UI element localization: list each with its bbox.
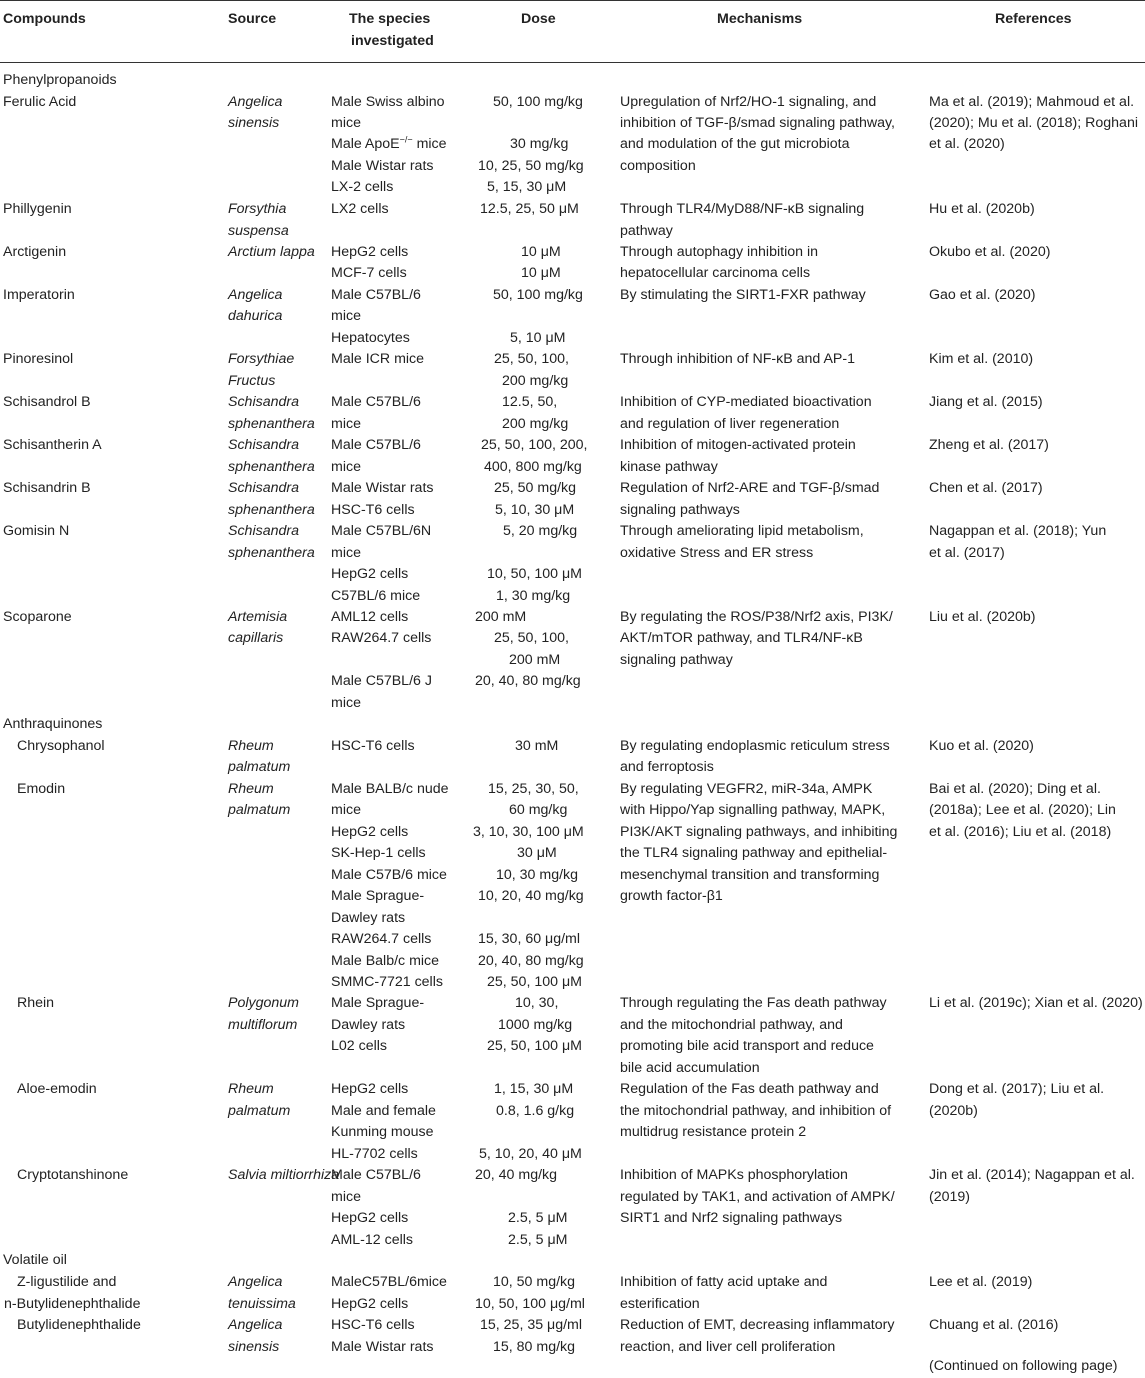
compound-cell: Aloe-emodin bbox=[17, 1081, 97, 1097]
species-cell: RAW264.7 cells bbox=[331, 630, 432, 646]
dose-cell: 20, 40, 80 mg/kg bbox=[478, 953, 584, 969]
dose-cell: 5, 10, 30 μM bbox=[495, 502, 575, 518]
dose-cell: 15, 80 mg/kg bbox=[493, 1339, 576, 1355]
source-cell: dahurica bbox=[228, 308, 283, 324]
dose-cell: 20, 40 mg/kg bbox=[475, 1167, 558, 1183]
species-cell: Male C57BL/6 bbox=[331, 437, 421, 453]
mechanism-cell: Regulation of Nrf2-ARE and TGF-β/smad bbox=[620, 480, 880, 496]
dose-cell: 200 mM bbox=[475, 609, 527, 625]
compound-cell: Pinoresinol bbox=[3, 351, 74, 367]
dose-cell: 25, 50 mg/kg bbox=[494, 480, 577, 496]
compound-cell: n-Butylidenephthalide bbox=[4, 1296, 141, 1312]
species-cell: AML-12 cells bbox=[331, 1232, 414, 1248]
species-cell: HepG2 cells bbox=[331, 1296, 409, 1312]
dose-cell: 25, 50, 100 μM bbox=[487, 974, 582, 990]
dose-cell: 200 mg/kg bbox=[502, 373, 569, 389]
species-cell: MaleC57BL/6mice bbox=[331, 1274, 447, 1290]
source-cell: Schisandra bbox=[228, 523, 299, 539]
source-cell: sphenanthera bbox=[228, 545, 315, 561]
mechanism-cell: PI3K/AKT signaling pathways, and inhibiting bbox=[620, 824, 898, 840]
mechanism-cell: oxidative Stress and ER stress bbox=[620, 545, 814, 561]
dose-cell: 2.5, 5 μM bbox=[508, 1232, 568, 1248]
species-cell: LX2 cells bbox=[331, 201, 389, 217]
mechanism-cell: signaling pathways bbox=[620, 502, 740, 518]
species-cell: mice bbox=[331, 802, 361, 818]
mechanism-cell: SIRT1 and Nrf2 signaling pathways bbox=[620, 1210, 843, 1226]
source-cell: tenuissima bbox=[228, 1296, 296, 1312]
dose-cell: 10, 50, 100 μg/ml bbox=[475, 1296, 585, 1312]
source-cell: palmatum bbox=[228, 1103, 291, 1119]
mechanism-cell: the mitochondrial pathway, and inhibition of bbox=[620, 1103, 892, 1119]
section-label: Volatile oil bbox=[3, 1252, 67, 1268]
species-cell: Male Sprague- bbox=[331, 888, 425, 904]
species-cell: HSC-T6 cells bbox=[331, 738, 415, 754]
species-cell: Male Wistar rats bbox=[331, 1339, 434, 1355]
mechanism-cell: kinase pathway bbox=[620, 459, 718, 475]
dose-cell: 30 mM bbox=[515, 738, 559, 754]
dose-cell: 30 μM bbox=[517, 845, 557, 861]
reference-cell: Lee et al. (2019) bbox=[929, 1274, 1033, 1290]
mechanism-cell: promoting bile acid transport and reduce bbox=[620, 1038, 874, 1054]
species-cell: HepG2 cells bbox=[331, 244, 409, 260]
mechanism-cell: Through autophagy inhibition in bbox=[620, 244, 818, 260]
species-cell: RAW264.7 cells bbox=[331, 931, 432, 947]
reference-cell: Kim et al. (2010) bbox=[929, 351, 1034, 367]
dose-cell: 25, 50, 100 μM bbox=[487, 1038, 582, 1054]
mechanism-cell: regulated by TAK1, and activation of AMPK/ bbox=[620, 1189, 895, 1205]
source-cell: Rheum bbox=[228, 781, 274, 797]
header-source: Source bbox=[228, 11, 277, 27]
reference-cell: et al. (2016); Liu et al. (2018) bbox=[929, 824, 1112, 840]
reference-cell: Chuang et al. (2016) bbox=[929, 1317, 1059, 1333]
dose-cell: 3, 10, 30, 100 μM bbox=[473, 824, 584, 840]
reference-cell: Liu et al. (2020b) bbox=[929, 609, 1036, 625]
mechanism-cell: Inhibition of mitogen-activated protein bbox=[620, 437, 856, 453]
source-cell: Schisandra bbox=[228, 480, 299, 496]
species-cell: AML12 cells bbox=[331, 609, 409, 625]
dose-cell: 50, 100 mg/kg bbox=[493, 94, 583, 110]
source-cell: Salvia miltiorrhiza bbox=[228, 1167, 340, 1183]
mechanism-cell: composition bbox=[620, 158, 696, 174]
compound-cell: Schisantherin A bbox=[3, 437, 102, 453]
header-species-1: The species bbox=[349, 11, 431, 27]
compound-cell: Phillygenin bbox=[3, 201, 72, 217]
source-cell: capillaris bbox=[228, 630, 284, 646]
source-cell: sphenanthera bbox=[228, 502, 315, 518]
dose-cell: 25, 50, 100, bbox=[494, 630, 569, 646]
species-cell: HepG2 cells bbox=[331, 1081, 409, 1097]
mechanism-cell: Through ameliorating lipid metabolism, bbox=[620, 523, 864, 539]
species-cell: Male C57BL/6 bbox=[331, 287, 421, 303]
dose-cell: 15, 30, 60 μg/ml bbox=[478, 931, 581, 947]
mechanism-cell: the TLR4 signaling pathway and epithelial- bbox=[620, 845, 888, 861]
header-compounds: Compounds bbox=[3, 11, 86, 27]
reference-cell: et al. (2017) bbox=[929, 545, 1005, 561]
species-cell: Male C57B/6 mice bbox=[331, 867, 447, 883]
dose-cell: 0.8, 1.6 g/kg bbox=[496, 1103, 575, 1119]
species-cell: Male C57BL/6 bbox=[331, 1167, 421, 1183]
species-cell: SMMC-7721 cells bbox=[331, 974, 443, 990]
mechanism-cell: By regulating the ROS/P38/Nrf2 axis, PI3K/ bbox=[620, 609, 893, 625]
source-cell: Angelica bbox=[228, 287, 283, 303]
dose-cell: 10, 30, bbox=[515, 995, 559, 1011]
species-cell: Male BALB/c nude bbox=[331, 781, 449, 797]
source-cell: Angelica bbox=[228, 1317, 283, 1333]
source-cell: palmatum bbox=[228, 802, 291, 818]
species-cell: Male Balb/c mice bbox=[331, 953, 440, 969]
compound-cell: Gomisin N bbox=[3, 523, 70, 539]
reference-cell: (2020b) bbox=[929, 1103, 978, 1119]
species-cell: Male C57BL/6N bbox=[331, 523, 432, 539]
dose-cell: 1, 30 mg/kg bbox=[496, 588, 571, 604]
mechanism-cell: Upregulation of Nrf2/HO-1 signaling, and bbox=[620, 94, 877, 110]
species-cell: Male Wistar rats bbox=[331, 158, 434, 174]
dose-cell: 15, 25, 35 μg/ml bbox=[480, 1317, 583, 1333]
dose-cell: 200 mM bbox=[509, 652, 561, 668]
source-cell: sinensis bbox=[228, 1339, 280, 1355]
mechanism-cell: Through TLR4/MyD88/NF-κB signaling bbox=[620, 201, 865, 217]
compound-cell: Imperatorin bbox=[3, 287, 75, 303]
species-cell: mice bbox=[331, 308, 361, 324]
reference-cell: Nagappan et al. (2018); Yun bbox=[929, 523, 1107, 539]
source-cell: Schisandra bbox=[228, 394, 299, 410]
mechanism-cell: growth factor-β1 bbox=[620, 888, 723, 904]
header-dose: Dose bbox=[521, 11, 556, 27]
reference-cell: Jin et al. (2014); Nagappan et al. bbox=[929, 1167, 1135, 1183]
species-cell: Dawley rats bbox=[331, 910, 406, 926]
dose-cell: 2.5, 5 μM bbox=[508, 1210, 568, 1226]
mechanism-cell: bile acid accumulation bbox=[620, 1060, 760, 1076]
reference-cell: Chen et al. (2017) bbox=[929, 480, 1043, 496]
dose-cell: 5, 20 mg/kg bbox=[503, 523, 578, 539]
species-cell: HSC-T6 cells bbox=[331, 502, 415, 518]
dose-cell: 50, 100 mg/kg bbox=[493, 287, 583, 303]
source-cell: sinensis bbox=[228, 115, 280, 131]
species-cell: Dawley rats bbox=[331, 1017, 406, 1033]
dose-cell: 25, 50, 100, bbox=[494, 351, 569, 367]
reference-cell: Jiang et al. (2015) bbox=[929, 394, 1043, 410]
species-cell: Male ICR mice bbox=[331, 351, 425, 367]
source-cell: multiflorum bbox=[228, 1017, 298, 1033]
compound-cell: Z-ligustilide and bbox=[17, 1274, 117, 1290]
species-cell: LX-2 cells bbox=[331, 179, 394, 195]
species-cell: HepG2 cells bbox=[331, 566, 409, 582]
reference-cell: (2019) bbox=[929, 1189, 971, 1205]
source-cell: Forsythiae bbox=[228, 351, 295, 367]
mechanism-cell: Inhibition of CYP-mediated bioactivation bbox=[620, 394, 872, 410]
source-cell: sphenanthera bbox=[228, 459, 315, 475]
source-cell: Rheum bbox=[228, 1081, 274, 1097]
species-cell: Male Swiss albino bbox=[331, 94, 445, 110]
mechanism-cell: hepatocellular carcinoma cells bbox=[620, 265, 811, 281]
reference-cell: et al. (2020) bbox=[929, 136, 1005, 152]
dose-cell: 12.5, 25, 50 μM bbox=[480, 201, 579, 217]
source-cell: Rheum bbox=[228, 738, 274, 754]
source-cell: sphenanthera bbox=[228, 416, 315, 432]
header-mechanisms: Mechanisms bbox=[717, 11, 803, 27]
header-references: References bbox=[995, 11, 1072, 27]
species-cell: SK-Hep-1 cells bbox=[331, 845, 426, 861]
mechanism-cell: Inhibition of fatty acid uptake and bbox=[620, 1274, 828, 1290]
species-cell: C57BL/6 mice bbox=[331, 588, 421, 604]
dose-cell: 10 μM bbox=[521, 244, 561, 260]
reference-cell: Bai et al. (2020); Ding et al. bbox=[929, 781, 1101, 797]
header-rule bbox=[0, 62, 1145, 63]
source-cell: palmatum bbox=[228, 759, 291, 775]
mechanism-cell: By regulating VEGFR2, miR-34a, AMPK bbox=[620, 781, 873, 797]
species-cell: L02 cells bbox=[331, 1038, 387, 1054]
compound-cell: Cryptotanshinone bbox=[17, 1167, 129, 1183]
dose-cell: 400, 800 mg/kg bbox=[484, 459, 582, 475]
mechanism-cell: mesenchymal transition and transforming bbox=[620, 867, 880, 883]
source-cell: Polygonum bbox=[228, 995, 299, 1011]
reference-cell: Okubo et al. (2020) bbox=[929, 244, 1051, 260]
dose-cell: 25, 50, 100, 200, bbox=[481, 437, 588, 453]
dose-cell: 10, 50 mg/kg bbox=[493, 1274, 576, 1290]
species-cell: MCF-7 cells bbox=[331, 265, 407, 281]
species-cell: mice bbox=[331, 695, 361, 711]
compound-cell: Butylidenephthalide bbox=[17, 1317, 141, 1333]
dose-cell: 10, 30 mg/kg bbox=[496, 867, 579, 883]
dose-cell: 12.5, 50, bbox=[502, 394, 558, 410]
mechanism-cell: inhibition of TGF-β/smad signaling pathway, bbox=[620, 115, 895, 131]
dose-cell: 10, 25, 50 mg/kg bbox=[478, 158, 584, 174]
mechanism-cell: and ferroptosis bbox=[620, 759, 714, 775]
continued-note: (Continued on following page) bbox=[929, 1358, 1118, 1374]
reference-cell: Zheng et al. (2017) bbox=[929, 437, 1049, 453]
dose-cell: 10, 20, 40 mg/kg bbox=[478, 888, 584, 904]
source-cell: Angelica bbox=[228, 1274, 283, 1290]
mechanism-cell: and modulation of the gut microbiota bbox=[620, 136, 850, 152]
species-cell: Male C57BL/6 J bbox=[331, 673, 432, 689]
species-cell: HSC-T6 cells bbox=[331, 1317, 415, 1333]
source-cell: Arctium lappa bbox=[228, 244, 315, 260]
species-cell: mice bbox=[331, 545, 361, 561]
species-cell: mice bbox=[331, 1189, 361, 1205]
section-label: Phenylpropanoids bbox=[3, 72, 117, 88]
compound-cell: Ferulic Acid bbox=[3, 94, 77, 110]
species-cell: Kunming mouse bbox=[331, 1124, 434, 1140]
species-cell: Male Sprague- bbox=[331, 995, 425, 1011]
compound-cell: Rhein bbox=[17, 995, 55, 1011]
source-cell: suspensa bbox=[228, 223, 289, 239]
species-cell: HepG2 cells bbox=[331, 1210, 409, 1226]
reference-cell: (2020); Mu et al. (2018); Roghani bbox=[929, 115, 1138, 131]
species-cell: Male and female bbox=[331, 1103, 436, 1119]
species-cell: Hepatocytes bbox=[331, 330, 410, 346]
reference-cell: Gao et al. (2020) bbox=[929, 287, 1036, 303]
species-cell: mice bbox=[331, 416, 361, 432]
source-cell: Fructus bbox=[228, 373, 276, 389]
species-cell: HL-7702 cells bbox=[331, 1146, 418, 1162]
species-cell: Male Wistar rats bbox=[331, 480, 434, 496]
source-cell: Angelica bbox=[228, 94, 283, 110]
mechanism-cell: Reduction of EMT, decreasing inflammatory bbox=[620, 1317, 895, 1333]
dose-cell: 20, 40, 80 mg/kg bbox=[475, 673, 581, 689]
mechanism-cell: multidrug resistance protein 2 bbox=[620, 1124, 807, 1140]
reference-cell: Ma et al. (2019); Mahmoud et al. bbox=[929, 94, 1135, 110]
species-cell: mice bbox=[331, 115, 361, 131]
reference-cell: Hu et al. (2020b) bbox=[929, 201, 1035, 217]
dose-cell: 5, 10, 20, 40 μM bbox=[479, 1146, 582, 1162]
mechanism-cell: AKT/mTOR pathway, and TLR4/NF-κB bbox=[620, 630, 863, 646]
source-cell: Artemisia bbox=[228, 609, 288, 625]
mechanism-cell: Through inhibition of NF-κB and AP-1 bbox=[620, 351, 856, 367]
mechanism-cell: esterification bbox=[620, 1296, 700, 1312]
compound-cell: Schisandrin B bbox=[3, 480, 91, 496]
mechanism-cell: and regulation of liver regeneration bbox=[620, 416, 840, 432]
dose-cell: 15, 25, 30, 50, bbox=[488, 781, 579, 797]
mechanism-cell: By regulating endoplasmic reticulum stress bbox=[620, 738, 890, 754]
mechanism-cell: and the mitochondrial pathway, and bbox=[620, 1017, 843, 1033]
mechanism-cell: signaling pathway bbox=[620, 652, 733, 668]
dose-cell: 5, 10 μM bbox=[510, 330, 566, 346]
mechanism-cell: Regulation of the Fas death pathway and bbox=[620, 1081, 879, 1097]
dose-cell: 30 mg/kg bbox=[510, 136, 569, 152]
source-cell: Forsythia bbox=[228, 201, 287, 217]
species-cell: mice bbox=[331, 459, 361, 475]
source-cell: Schisandra bbox=[228, 437, 299, 453]
section-label: Anthraquinones bbox=[3, 716, 103, 732]
top-rule bbox=[0, 0, 1145, 1]
dose-cell: 200 mg/kg bbox=[502, 416, 569, 432]
dose-cell: 5, 15, 30 μM bbox=[487, 179, 567, 195]
mechanism-cell: By stimulating the SIRT1-FXR pathway bbox=[620, 287, 866, 303]
compound-cell: Schisandrol B bbox=[3, 394, 91, 410]
compound-cell: Scoparone bbox=[3, 609, 72, 625]
reference-cell: (2018a); Lee et al. (2020); Lin bbox=[929, 802, 1116, 818]
dose-cell: 10 μM bbox=[521, 265, 561, 281]
dose-cell: 1000 mg/kg bbox=[498, 1017, 573, 1033]
compound-cell: Chrysophanol bbox=[17, 738, 105, 754]
reference-cell: Dong et al. (2017); Liu et al. bbox=[929, 1081, 1105, 1097]
species-cell: HepG2 cells bbox=[331, 824, 409, 840]
header-species-2: investigated bbox=[351, 33, 434, 49]
species-cell: Male C57BL/6 bbox=[331, 394, 421, 410]
mechanism-cell: pathway bbox=[620, 223, 673, 239]
compound-cell: Emodin bbox=[17, 781, 66, 797]
species-cell: Male ApoE−/− mice bbox=[331, 134, 447, 152]
dose-cell: 1, 15, 30 μM bbox=[494, 1081, 574, 1097]
mechanism-cell: reaction, and liver cell proliferation bbox=[620, 1339, 836, 1355]
dose-cell: 60 mg/kg bbox=[509, 802, 568, 818]
mechanism-cell: with Hippo/Yap signalling pathway, MAPK, bbox=[620, 802, 886, 818]
mechanism-cell: Through regulating the Fas death pathway bbox=[620, 995, 887, 1011]
compound-cell: Arctigenin bbox=[3, 244, 67, 260]
mechanism-cell: Inhibition of MAPKs phosphorylation bbox=[620, 1167, 848, 1183]
reference-cell: Kuo et al. (2020) bbox=[929, 738, 1034, 754]
dose-cell: 10, 50, 100 μM bbox=[487, 566, 582, 582]
reference-cell: Li et al. (2019c); Xian et al. (2020) bbox=[929, 995, 1143, 1011]
